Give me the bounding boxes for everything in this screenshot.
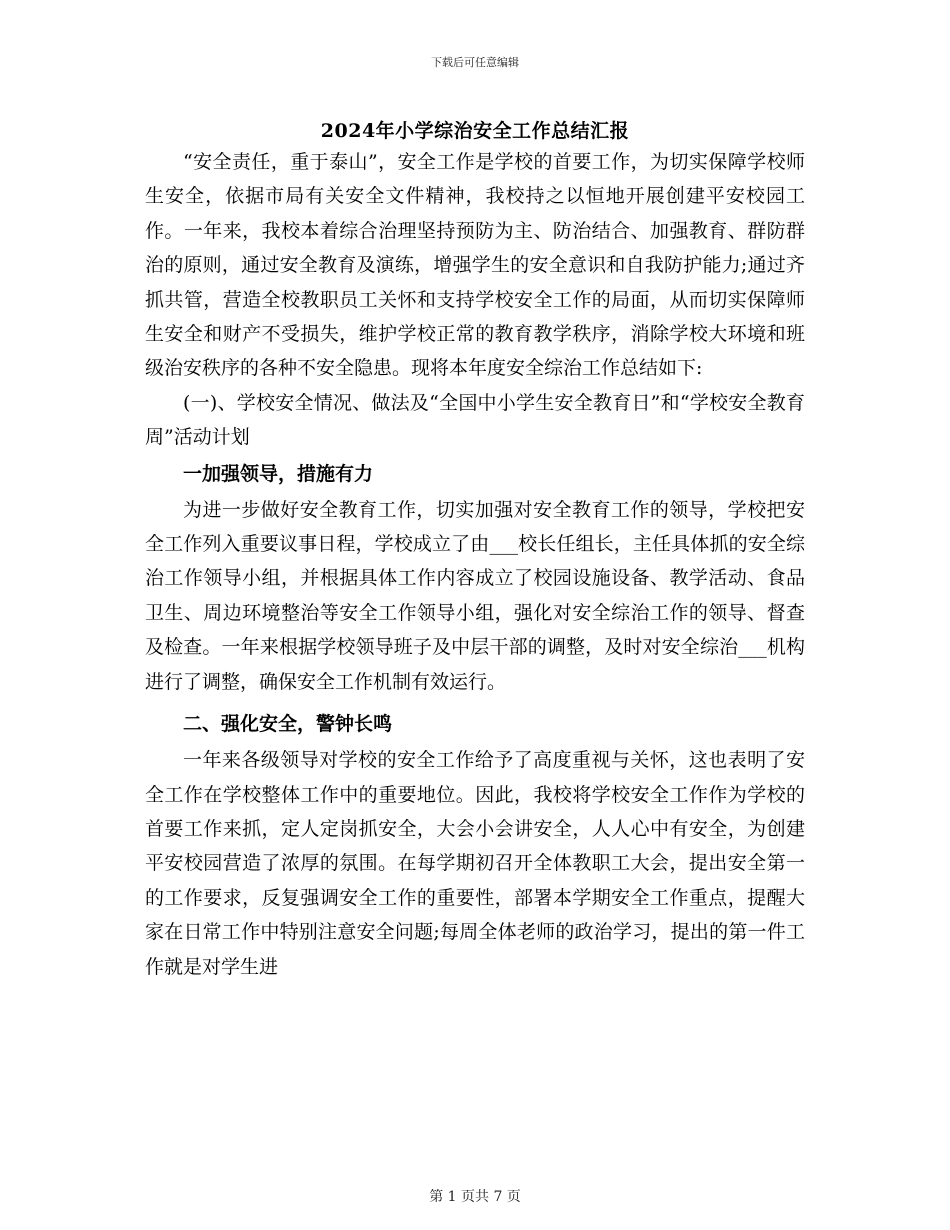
page-footer: 第 1 页共 7 页 [429, 1189, 521, 1205]
intro-paragraph: “安全责任，重于泰山”，安全工作是学校的首要工作，为切实保障学校师生安全，依据市局有关安全文件精神，我校持之以恒地开展创建平安校园工作。一年来，我校本着综合治理坚持预防为主、防治结合、加强教育、群防群治的原则，通过安全教育及演练，增强学生的安全意识和自我防护能力;通过齐抓共管，营造全校教职员工关怀和支持学校安全工作的局面，从而切实保障师生安全和财产不受损失，维护学校正常的教育教学秩序，消除学校大环境和班级治安秩序的各种不安全隐患。现将本年度安全综治工作总结如下: [145, 151, 805, 380]
leadership-paragraph: 为进一步做好安全教育工作，切实加强对安全教育工作的领导，学校把安全工作列入重要议事日程，学校成立了由___校长任组长，主任具体抓的安全综治工作领导小组，并根据具体工作内容成立了校园设施设备、教学活动、食品卫生、周边环境整治等安全工作领导小组，强化对安全综治工作的领导、督查及检查。一年来根据学校领导班子及中层干部的调整，及时对安全综治___机构进行了调整，确保安全工作机制有效运行。 [145, 498, 805, 693]
section-heading-1: 一加强领导，措施有力 [183, 462, 374, 485]
document-body [145, 145, 805, 984]
section-paragraph: (一)、学校安全情况、做法及“全国中小学生安全教育日”和“学校安全教育周”活动计划 [145, 391, 805, 449]
header-note: 下载后可任意编辑 [431, 56, 519, 69]
section-heading-2: 二、强化安全，警钟长鸣 [183, 713, 393, 736]
safety-paragraph: 一年来各级领导对学校的安全工作给予了高度重视与关怀，这也表明了安全工作在学校整体工作中的重要地位。因此，我校将学校安全工作作为学校的首要工作来抓，定人定岗抓安全，大会小会讲安全，人人心中有安全，为创建平安校园营造了浓厚的氛围。在每学期初召开全体教职工大会，提出安全第一的工作要求，反复强调安全工作的重要性，部署本学期安全工作重点，提醒大家在日常工作中特别注意安全问题;每周全体老师的政治学习，提出的第一件工作就是对学生进 [145, 749, 805, 978]
document-title: 2024年小学综治安全工作总结汇报 [320, 120, 630, 142]
